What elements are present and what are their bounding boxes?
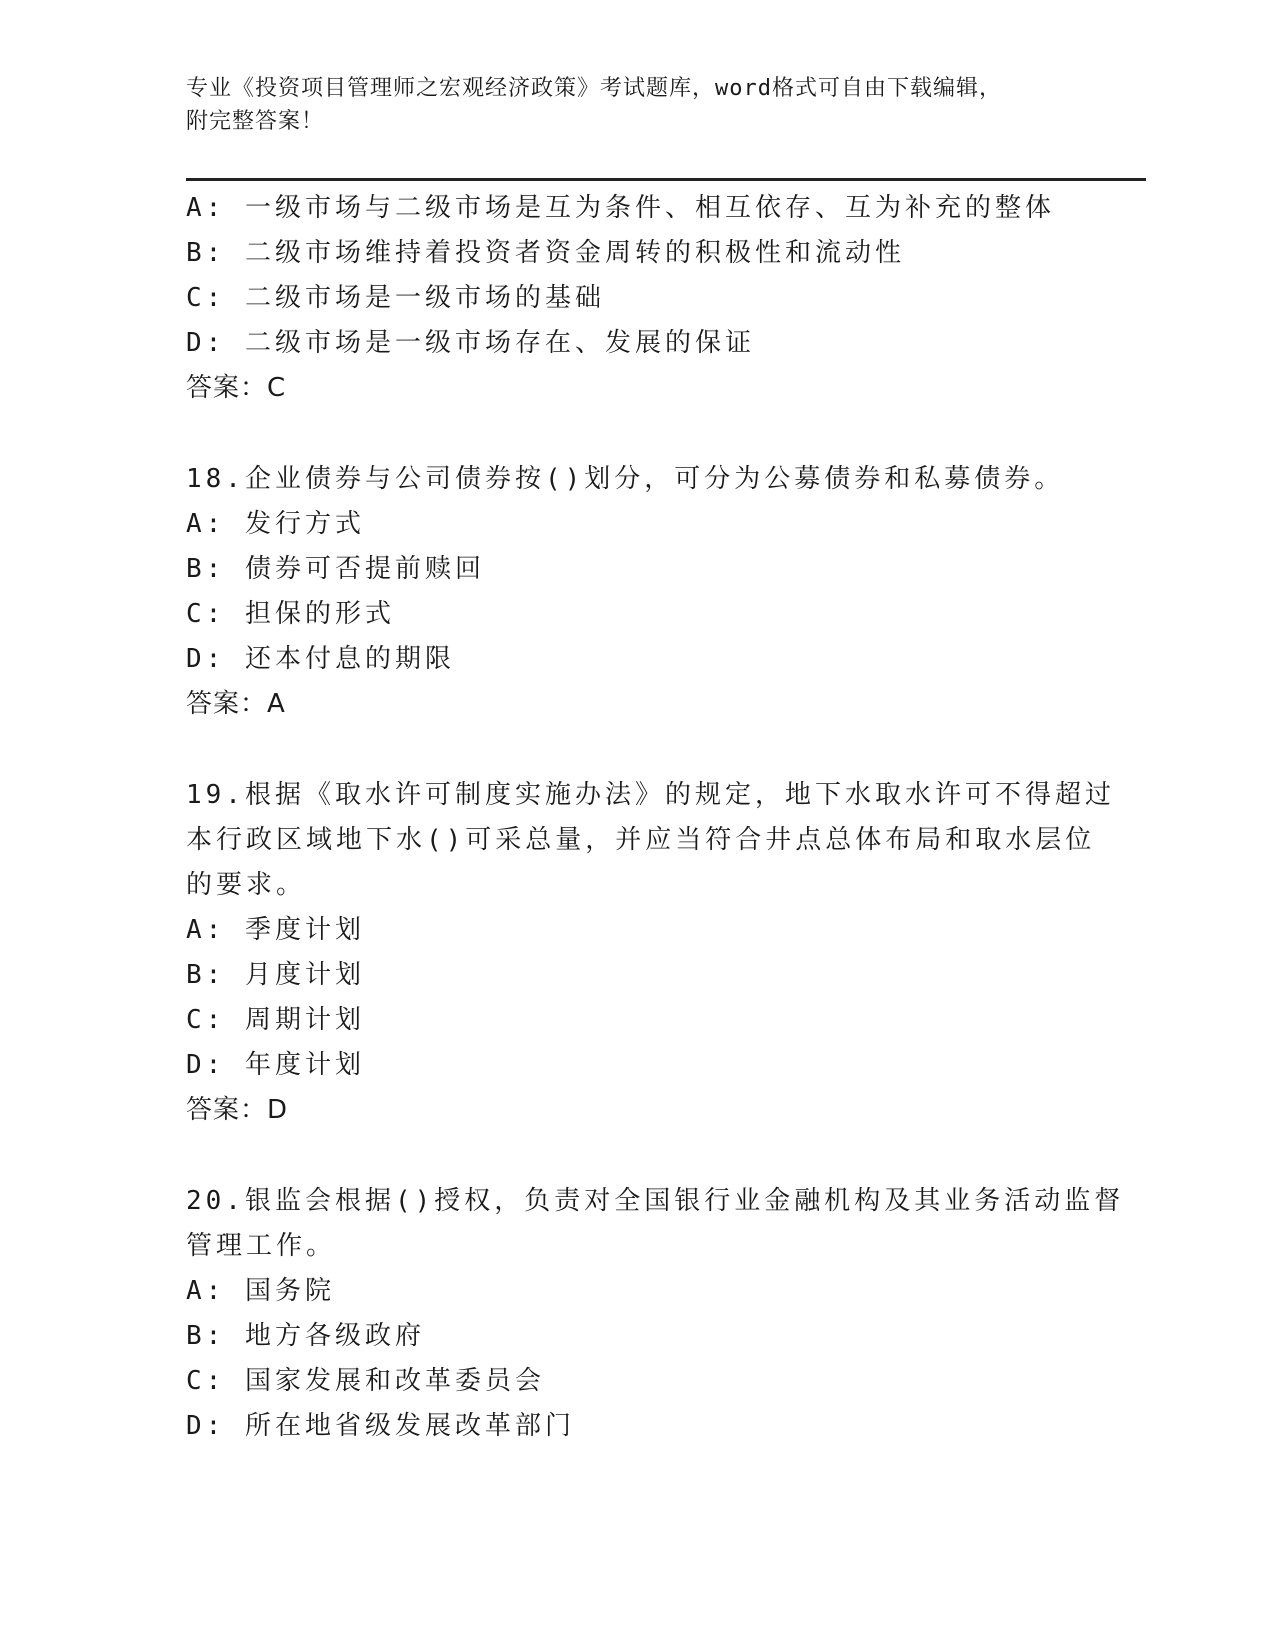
question-list [186,186,1125,1449]
header-line-1: 专业《投资项目管理师之宏观经济政策》考试题库，word格式可自由下载编辑， [186,76,1002,101]
option-d: D: 所在地省级发展改革部门 [186,1411,575,1441]
question-text-line-2: 本行政区域地下水()可采总量，并应当符合井点总体布局和取水层位 [186,825,1096,855]
option-c: C: 国家发展和改革委员会 [186,1366,545,1396]
header-divider [186,178,1146,181]
question-text-line-1: 20.银监会根据()授权，负责对全国银行业金融机构及其业务活动监督 [186,1186,1125,1216]
document-header [186,72,1086,138]
option-d: D: 二级市场是一级市场存在、发展的保证 [186,328,755,358]
spacer [186,411,1086,457]
answer: 答案：C [186,373,287,403]
question-text-line-2: 管理工作。 [186,1231,337,1261]
option-a: A: 发行方式 [186,509,365,539]
option-b: B: 二级市场维持着投资者资金周转的积极性和流动性 [186,238,905,268]
spacer [186,727,1086,773]
question-text-line-1: 19.根据《取水许可制度实施办法》的规定，地下水取水许可不得超过 [186,780,1115,810]
option-d: D: 年度计划 [186,1050,365,1080]
spacer [186,1133,1086,1179]
option-b: B: 债券可否提前赎回 [186,554,485,584]
question-18 [186,457,1086,727]
option-c: C: 二级市场是一级市场的基础 [186,283,605,313]
option-d: D: 还本付息的期限 [186,644,455,674]
option-b: B: 地方各级政府 [186,1321,425,1351]
question-19 [186,773,1115,1133]
option-c: C: 周期计划 [186,1005,365,1035]
question-text: 18.企业债券与公司债券按()划分，可分为公募债券和私募债券。 [186,464,1065,494]
option-b: B: 月度计划 [186,960,365,990]
header-line-2: 附完整答案！ [186,109,325,134]
option-a: A: 国务院 [186,1276,335,1306]
option-a: A: 一级市场与二级市场是互为条件、相互依存、互为补充的整体 [186,193,1055,223]
answer: 答案：D [186,1095,289,1125]
question-17 [186,186,1086,411]
question-20 [186,1179,1125,1449]
question-text-line-3: 的要求。 [186,870,307,900]
option-a: A: 季度计划 [186,915,365,945]
option-c: C: 担保的形式 [186,599,395,629]
answer: 答案：A [186,689,286,719]
